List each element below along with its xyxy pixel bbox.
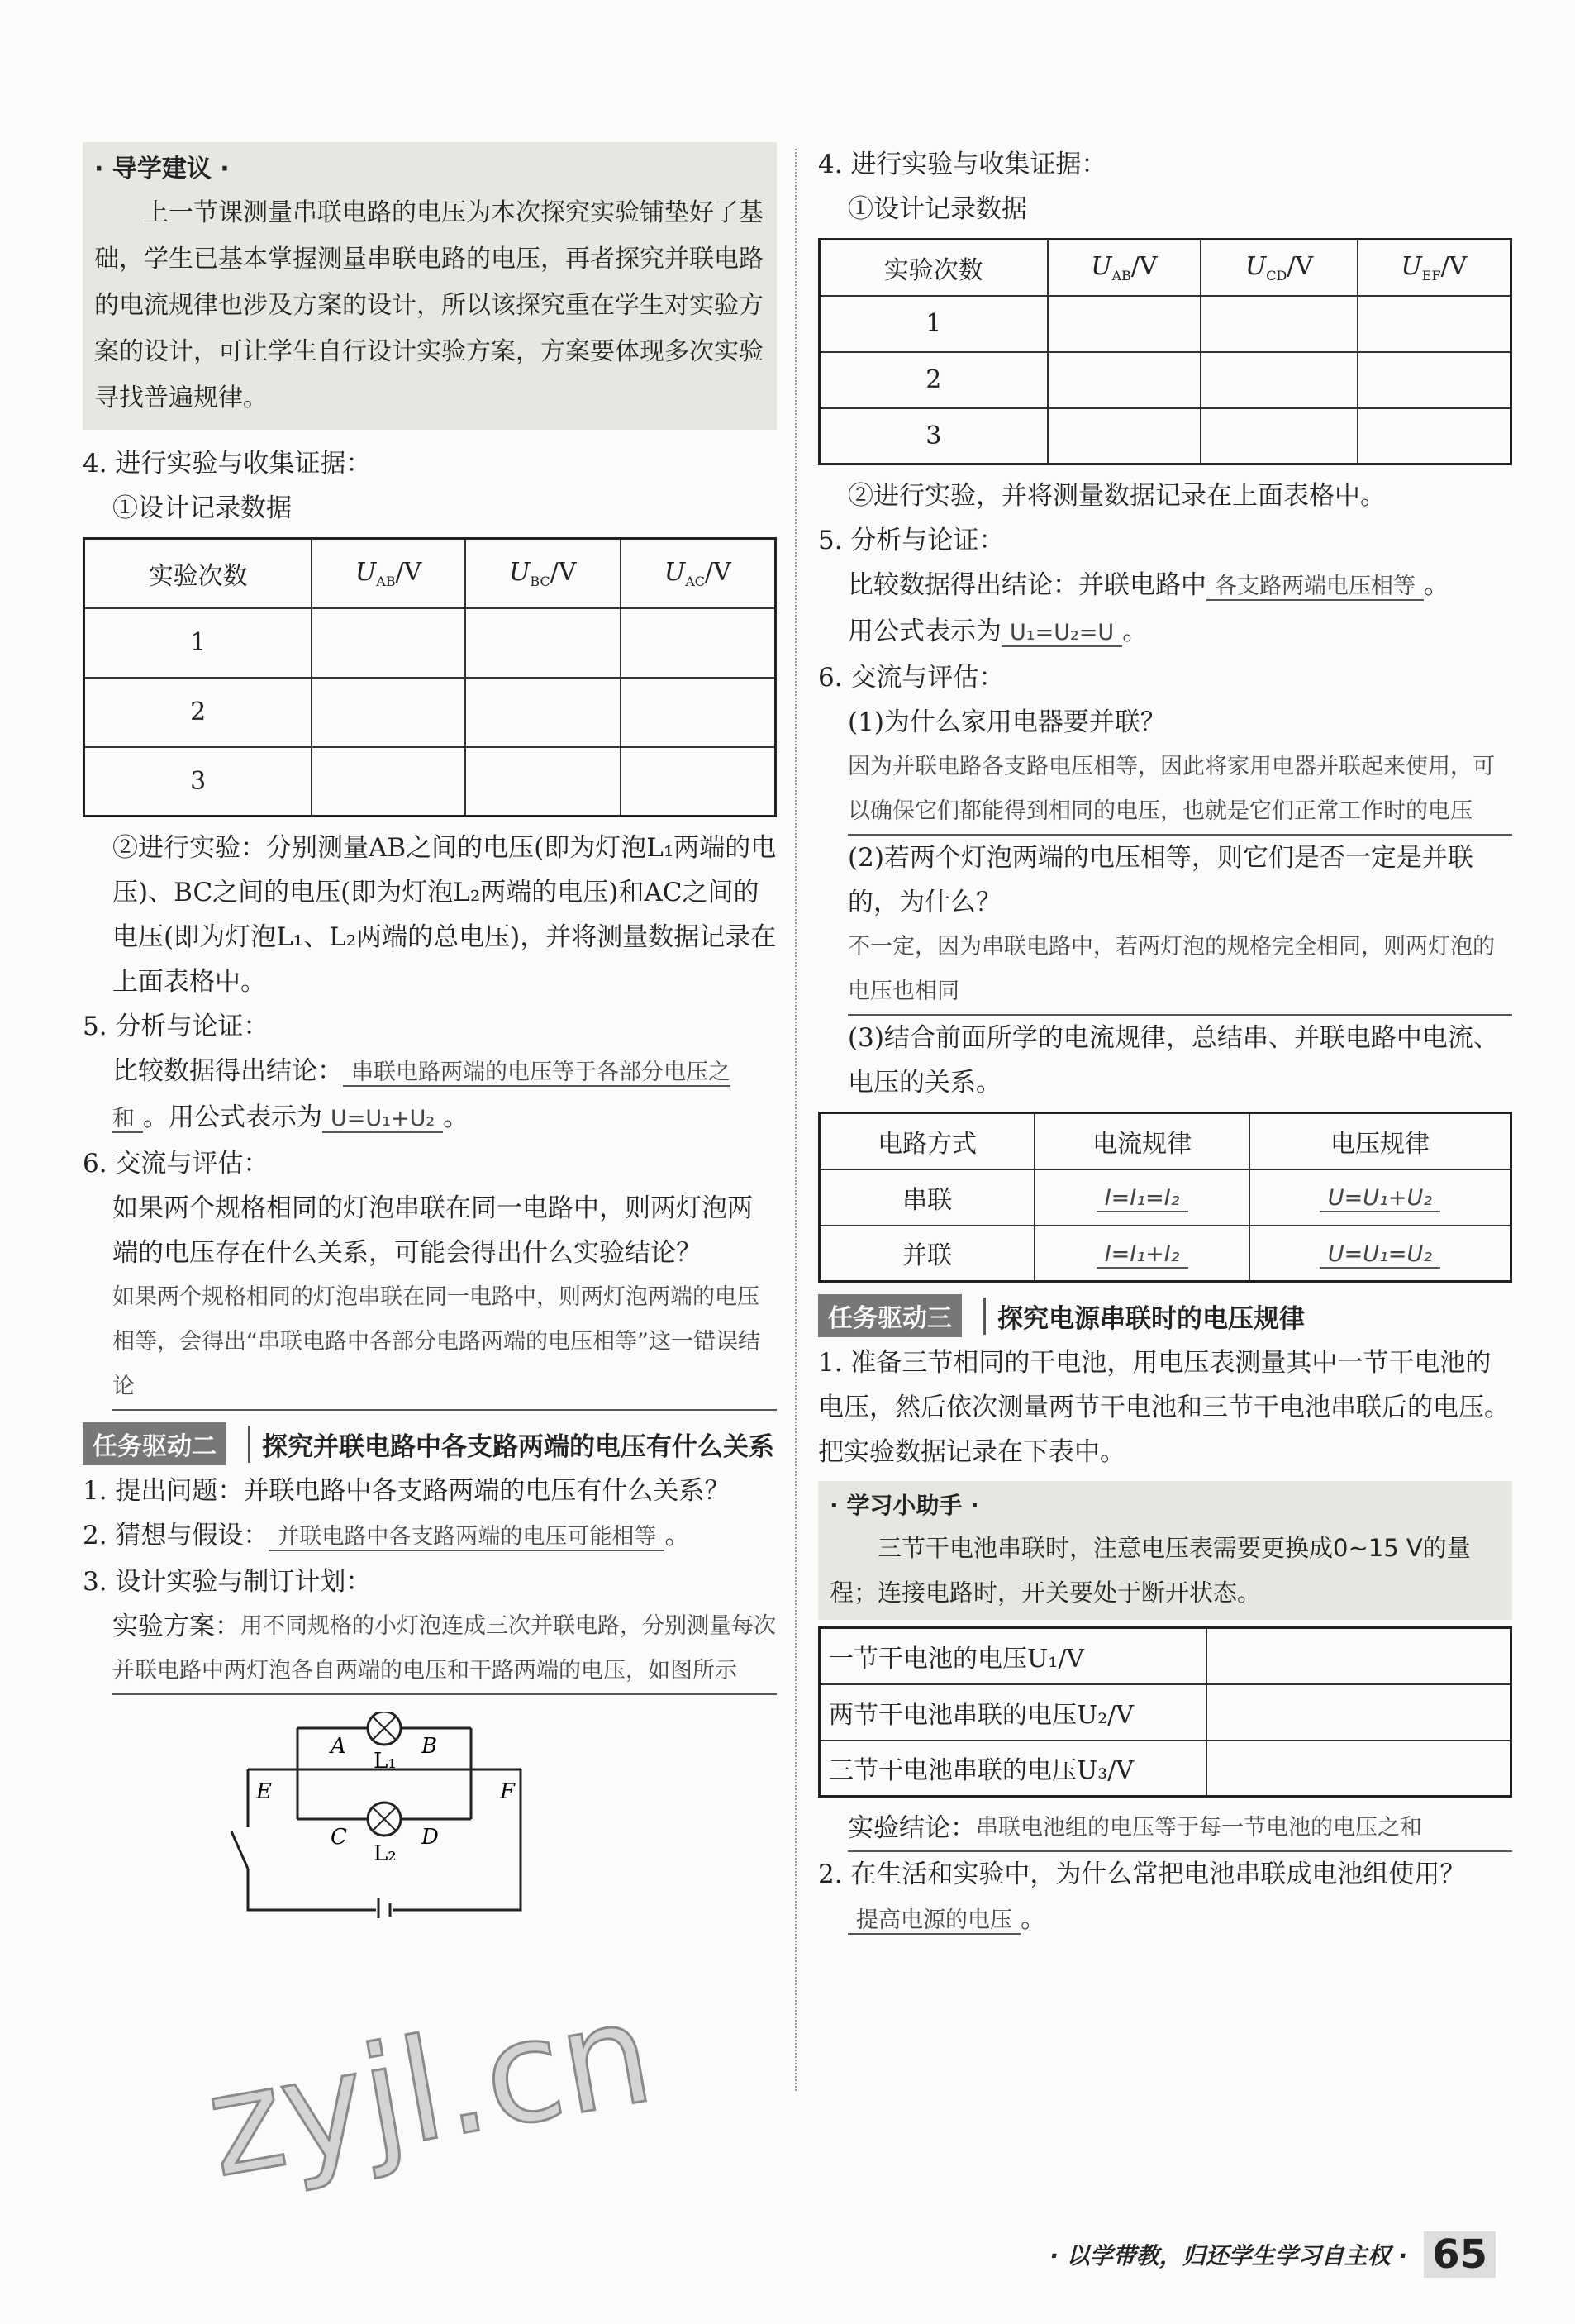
task-badge: 任务驱动三 <box>818 1294 962 1337</box>
task-heading-3 <box>818 1294 1512 1337</box>
step4: 4. 进行实验与收集证据： <box>83 449 372 479</box>
header-cell: $U_{AB}/V$ <box>312 539 465 608</box>
formula-answer: U₁=U₂=U <box>1002 620 1122 647</box>
left-column <box>83 142 777 1925</box>
step4b: ②进行实验：分别测量AB之间的电压(即为灯泡L₁两端的电压)、BC之间的电压(即为灯泡L₂两端的电压)和AC之间的电压(即为灯泡L₁、L₂两端的总电压)，并将测量数据记录在上面表格中。 <box>112 833 777 997</box>
answer: 提高电源的电压 <box>848 1907 1021 1935</box>
q2: 2. 猜想与假设： 并联电路中各支路两端的电压可能相等 。 <box>83 1521 691 1550</box>
header-cell: $U_{AB}/V$ <box>1048 240 1201 296</box>
helper-text: 三节干电池串联时，注意电压表需要更换成0~15 V的量程；连接电路时，开关要处于断开状态。 <box>830 1534 1471 1607</box>
header-cell: $U_{BC}/V$ <box>465 539 621 608</box>
step4b: ②进行实验，并将测量数据记录在上面表格中。 <box>848 481 1386 511</box>
q2: (2)若两个灯泡两端的电压相等，则它们是否一定是并联的，为什么？ <box>848 843 1473 917</box>
guide-title: · 导学建议 · <box>94 155 230 183</box>
helper-title: · 学习小助手 · <box>830 1492 979 1519</box>
step6: 6. 交流与评估： <box>83 1149 269 1179</box>
summary-table: 电路方式 电流规律 电压规律 串联 I=I₁=I₂ U=U₁+U₂ 并联 I=I₁+I₂ U=U₁=U₂ <box>818 1112 1512 1283</box>
table-row: 2 <box>820 352 1511 408</box>
record-table <box>818 238 1512 465</box>
svg-text:C: C <box>331 1825 347 1850</box>
svg-text:L₁: L₁ <box>374 1749 397 1774</box>
header-cell: $U_{CD}/V$ <box>1201 240 1358 296</box>
watermark: zyjl.cn <box>195 1970 664 2210</box>
table-row: 并联 I=I₁+I₂ U=U₁=U₂ <box>820 1226 1511 1282</box>
answer: 串联电池组的电压等于每一节电池的电压之和 <box>848 1806 1512 1852</box>
right-column: 4. 进行实验与收集证据： ①设计记录数据 实验次数 $U_{AB}/V$ $U_{CD}/V$ $U_{EF}/V$ 1 2 3 ②进行实验，并将测量数据记录在上面表格中。 5. 分析与论证： 比较数据得出结论：并联电路中 各支路两端电压相等 。 用公式表示为 U₁=U₂=U 。 6. 交流与评估： (1)为什么家用电器要并联？ 因为并联电路各支路电压相等，因此将家用电器并联起来使用，可以确保它们都能得到相同的电压，也就是它们正常工作时的电压 (2)若两个灯泡两端的电压相等，则它们是否一定是并联的，为什么？ 不一定，因为串联电路中，若两灯泡的规格完全相同，则两灯泡的电压也相同 (3)结合前面所学的电流规律，总结串、并联电路中电流、电压的关系。 电路方式 电流规律 电压规律 串联 I=I₁=I₂ U=U₁+U₂ 并联 I=I₁+I₂ U=U₁=U₂ 任务驱动三 探究电源串联时的电压规律 1. 准备三节相同的干电池，用电压表测量其中一节干电池的电压，然后依次测量两节干电池和三节干电池串联后的电压。把实验数据记录在下表中。 · 学习小助手 · 三节干电池串联时，注意电压表需要更换成0~15 V的量程；连接电路时，开关要处于断开状态。 一节干电池的电压U₁/V 两节干电池串联的电压U₂/V 三节干电池串联的电压U₃/V 实验结论： 串联电池组的电压等于每一节电池的电压之和 2. 在生活和实验中，为什么常把电池串联成电池组使用？ 提高电源的电压 。 <box>818 142 1512 1943</box>
header-cell: $U_{EF}/V$ <box>1358 240 1511 296</box>
a2: 不一定，因为串联电路中，若两灯泡的规格完全相同，则两灯泡的电压也相同 <box>848 925 1512 1016</box>
helper-box <box>818 1481 1512 1620</box>
p1: 1. 准备三节相同的干电池，用电压表测量其中一节干电池的电压，然后依次测量两节干电池和三节干电池串联后的电压。把实验数据记录在下表中。 <box>818 1348 1510 1467</box>
table-row: 3 <box>84 747 776 817</box>
step6-question: 如果两个规格相同的灯泡串联在同一电路中，则两灯泡两端的电压存在什么关系，可能会得出什么实验结论？ <box>112 1193 753 1268</box>
task-badge: 任务驱动二 <box>83 1422 226 1465</box>
step5-formula: 用公式表示为 U₁=U₂=U 。 <box>848 617 1149 646</box>
p2: 2. 在生活和实验中，为什么常把电池串联成电池组使用？ <box>818 1860 1466 1889</box>
header-cell: 实验次数 <box>820 240 1048 296</box>
conclusion: 实验结论： 串联电池组的电压等于每一节电池的电压之和 <box>818 1806 1512 1852</box>
footer <box>1049 2231 1496 2278</box>
svg-text:A: A <box>331 1734 346 1759</box>
q3: (3)结合前面所学的电流规律，总结串、并联电路中电流、电压的关系。 <box>848 1023 1499 1098</box>
svg-text:B: B <box>421 1734 438 1759</box>
q3: 3. 设计实验与制订计划： <box>83 1567 372 1597</box>
table-row: 1 <box>820 296 1511 352</box>
table-row: 串联 I=I₁=I₂ U=U₁+U₂ <box>820 1169 1511 1226</box>
answer: 各支路两端电压相等 <box>1206 574 1424 601</box>
step4a: ①设计记录数据 <box>848 194 1027 224</box>
svg-text:F: F <box>500 1779 516 1804</box>
header-cell: $U_{AC}/V$ <box>621 539 776 608</box>
step4: 4. 进行实验与收集证据： <box>818 150 1107 179</box>
step4a: ①设计记录数据 <box>112 493 292 523</box>
column-divider <box>795 149 797 2091</box>
table-row: 两节干电池串联的电压U₂/V <box>820 1684 1511 1741</box>
table-row: 一节干电池的电压U₁/V <box>820 1628 1511 1684</box>
table-row: 2 <box>84 678 776 747</box>
step5-conclusion: 比较数据得出结论：并联电路中 各支路两端电压相等 。 <box>848 570 1449 600</box>
q1: 1. 提出问题：并联电路中各支路两端的电压有什么关系？ <box>83 1476 730 1506</box>
table-row: 1 <box>84 608 776 678</box>
q3-plan: 实验方案： 用不同规格的小灯泡连成三次并联电路，分别测量每次并联电路中两灯泡各自两端的电压和干路两端的电压，如图所示 <box>83 1604 777 1695</box>
step5: 5. 分析与论证： <box>818 526 1005 555</box>
step5-conclusion: 比较数据得出结论： 串联电路两端的电压等于各部分电压之和 。用公式表示为 U=U₁+U₂ 。 <box>112 1056 730 1132</box>
task-title: 探究电源串联时的电压规律 <box>983 1298 1305 1335</box>
table-row: 3 <box>820 408 1511 464</box>
battery-table <box>818 1626 1512 1798</box>
a1: 因为并联电路各支路电压相等，因此将家用电器并联起来使用，可以确保它们都能得到相同的电压，也就是它们正常工作时的电压 <box>848 745 1512 836</box>
page-number: 65 <box>1424 2231 1496 2278</box>
circuit-diagram <box>215 1712 545 1918</box>
task-title: 探究并联电路中各支路两端的电压有什么关系 <box>248 1426 774 1463</box>
header-cell: 实验次数 <box>84 539 312 608</box>
svg-text:E: E <box>256 1779 272 1804</box>
svg-text:D: D <box>421 1825 439 1850</box>
table-row: 三节干电池串联的电压U₃/V <box>820 1741 1511 1797</box>
footer-motto: · 以学带教，归还学生学习自主权 · <box>1049 2242 1408 2269</box>
record-table <box>83 537 777 817</box>
answer: 用不同规格的小灯泡连成三次并联电路，分别测量每次并联电路中两灯泡各自两端的电压和干路两端的电压，如图所示 <box>112 1604 777 1695</box>
answer: 串联电路两端的电压等于各部分电压之和 <box>112 1060 730 1131</box>
formula-answer: U=U₁+U₂ <box>322 1106 443 1133</box>
answer: 并联电路中各支路两端的电压可能相等 <box>269 1524 664 1551</box>
step6-answer: 如果两个规格相同的灯泡串联在同一电路中，则两灯泡两端的电压相等，会得出“串联电路中各部分电路两端的电压相等”这一错误结论 <box>112 1275 777 1411</box>
q1: (1)为什么家用电器要并联？ <box>848 707 1166 737</box>
svg-text:L₂: L₂ <box>374 1841 397 1866</box>
task-heading-2 <box>83 1422 777 1465</box>
guide-text: 上一节课测量串联电路的电压为本次探究实验铺垫好了基础，学生已基本掌握测量串联电路的电压，再者探究并联电路的电流规律也涉及方案的设计，所以该探究重在学生对实验方案的设计，可让学生自行设计实验方案，方案要体现多次实验寻找普遍规律。 <box>94 198 764 412</box>
guide-box <box>83 142 777 430</box>
step6: 6. 交流与评估： <box>818 663 1005 693</box>
step5: 5. 分析与论证： <box>83 1012 269 1041</box>
